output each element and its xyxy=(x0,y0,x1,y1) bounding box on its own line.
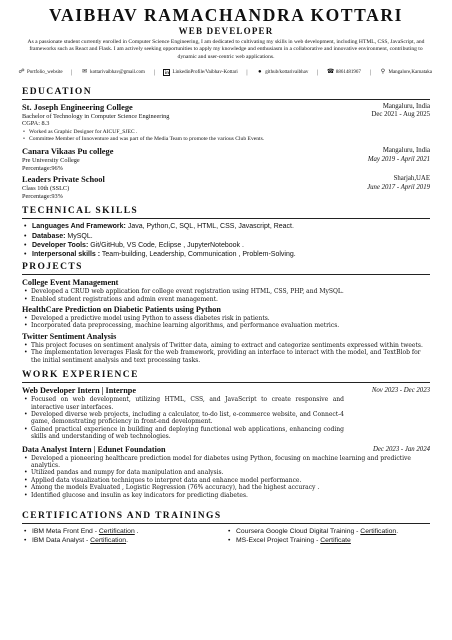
list-item: • Among the models Evaluated , Logistic Regression (76% accuracy), had the highest accuracy . xyxy=(22,484,430,491)
contact-github[interactable]: ● github/kottarivaibhav xyxy=(257,69,309,76)
list-item: • Interpersonal skills : Team-building, Leadership, Communication , Problem-Solving. xyxy=(22,250,430,259)
candidate-name: VAIBHAV RAMACHANDRA KOTTARI xyxy=(48,5,404,25)
job-title: Data Analyst Intern | Edunet Foundation xyxy=(22,444,166,454)
candidate-role: WEB DEVELOPER xyxy=(178,26,274,36)
job-header xyxy=(22,445,430,455)
certificate-link[interactable]: Certificate xyxy=(320,536,351,544)
contact-portfolio[interactable]: ☍ Portfolio_website xyxy=(18,69,63,76)
score: Percentage:96% xyxy=(22,164,63,172)
github-icon: ● xyxy=(257,69,262,76)
job-bullets xyxy=(22,396,430,440)
section-title: EDUCATION xyxy=(22,87,430,100)
section-title: TECHNICAL SKILLS xyxy=(22,206,430,219)
dates: May 2019 - April 2021 xyxy=(367,155,430,163)
education-entry xyxy=(22,103,430,128)
contact-phone[interactable]: ☎ 8861481967 xyxy=(326,69,361,76)
section-title: CERTIFICATIONS AND TRAININGS xyxy=(22,511,430,524)
education-entry xyxy=(22,147,430,172)
list-item: • Developed a predictive model using Python to assess diabetes risk in patients. xyxy=(22,315,430,322)
section-title: WORK EXPERIENCE xyxy=(22,370,430,383)
project-bullets xyxy=(22,342,430,364)
list-item: • This project focuses on sentiment analysis of Twitter data, aiming to extract and categorize sentiments expressed within tweets. xyxy=(22,342,430,349)
score: CGPA: 8.3 xyxy=(22,120,50,128)
education-bullets xyxy=(22,129,430,143)
portfolio-icon: ☍ xyxy=(18,69,25,76)
location-icon: ⚲ xyxy=(380,69,386,76)
list-item: • IBM Data Analyst - Certification. xyxy=(22,536,226,545)
contact-email[interactable]: ✉ kottarivaibhav@gmail.com xyxy=(82,69,145,76)
education-entry xyxy=(22,175,430,200)
project-title: College Event Management xyxy=(22,278,119,288)
job-header xyxy=(22,386,430,396)
contact-linkedin[interactable]: in LinkedinProfile/Vaibhav-Kottari xyxy=(164,69,238,76)
job-title: Web Developer Intern | Internpe xyxy=(22,386,136,396)
job-dates: Dec 2023 - Jan 2024 xyxy=(372,445,430,453)
list-item: • Coursera Google Cloud Digital Training - Certification. xyxy=(226,527,430,536)
list-item: • Identified glucose and insulin as key indicators for predicting diabetes. xyxy=(22,492,430,499)
education-section xyxy=(22,87,430,201)
list-item: • Developed a pioneering healthcare prediction model for diabetes using Python, focusing on machine learning and predictive analytics. xyxy=(22,455,430,470)
summary: As a passionate student currently enrolled in Computer Science Engineering, I am dedicated to cultivating my skills in web development, including HTML, CSS, JavaScript, and frameworks such as React and Flask. I am actively seeking opportunities to apply my knowledge and enthusiasm in a collaborative and innovative environment, contributing to dynamic and user-centric web applications. xyxy=(27,39,425,60)
list-item: • The implementation leverages Flask for the web framework, providing an interface to interact with the model, and TextBlob for the initial sentiment analysis and text processing tasks. xyxy=(22,349,430,364)
list-item: • Developed a CRUD web application for college event registration using HTML, CSS, PHP, and MySQL. xyxy=(22,288,430,295)
list-item: • Gained practical experience in building and deploying functional web applications, enhancing coding skills and understanding of web technologies. xyxy=(22,426,344,441)
list-item: • Languages And Framework: Java, Python,C, SQL, HTML, CSS, Javascript, React. xyxy=(22,222,430,231)
project-bullets xyxy=(22,315,430,330)
skills-list xyxy=(22,222,430,259)
list-item: • Incorporated data preprocessing, machine learning algorithms, and performance evaluation metrics. xyxy=(22,322,430,329)
phone-icon: ☎ xyxy=(326,69,335,76)
list-item: • Utilized pandas and numpy for data manipulation and analysis. xyxy=(22,469,430,476)
certifications-right xyxy=(226,527,430,545)
list-item: • Committee Member of Innoventure and was part of the Media Team to promote the various Club Events. xyxy=(22,136,430,143)
section-title: PROJECTS xyxy=(22,262,430,275)
school-name: St. Joseph Engineering College xyxy=(22,102,133,112)
location: Sharjah,UAE xyxy=(393,175,430,183)
email-icon: ✉ xyxy=(82,69,88,76)
list-item: • Developed diverse web projects, including a calculator, to-do list, e-commerce website, and Connect-4 game, demonstrating proficiency in front-end development. xyxy=(22,411,344,426)
linkedin-icon: in xyxy=(164,70,169,76)
job-bullets xyxy=(22,455,430,499)
degree: Pre University College xyxy=(22,157,80,165)
project-bullets xyxy=(22,288,430,303)
dates: Dec 2021 - Aug 2025 xyxy=(371,111,430,119)
school-name: Leaders Private School xyxy=(22,175,105,185)
certification-link[interactable]: Certification xyxy=(98,527,135,535)
list-item: • Database: MySQL. xyxy=(22,232,430,241)
project-title: Twitter Sentiment Analysis xyxy=(22,331,117,341)
certification-link[interactable]: Certification xyxy=(360,527,397,535)
job-dates: Nov 2023 - Dec 2023 xyxy=(371,387,430,395)
list-item: • Focused on web development, utilizing HTML, CSS, and JavaScript to create responsive and interactive user interfaces. xyxy=(22,396,344,411)
degree: Class 10th (SSLC) xyxy=(22,185,70,193)
location: Mangaluru, India xyxy=(382,102,430,110)
list-item: • Applied data visualization techniques to interpret data and enhance model performance. xyxy=(22,477,430,484)
project-title: HealthCare Prediction on Diabetic Patients using Python xyxy=(22,305,221,315)
skills-section xyxy=(22,206,430,259)
list-item: • IBM Meta Front End - Certification . xyxy=(22,527,226,536)
certifications-section xyxy=(22,511,430,545)
degree: Bachelor of Technology in Computer Science Engineering xyxy=(22,112,170,120)
projects-section xyxy=(22,262,430,364)
dates: June 2017 - April 2019 xyxy=(367,183,430,191)
certifications-left xyxy=(22,527,226,545)
school-name: Canara Vikaas Pu college xyxy=(22,147,114,157)
list-item: • Enabled student registrations and admin event management. xyxy=(22,296,430,303)
list-item: • Developer Tools: Git/GitHub, VS Code, Eclipse , JupyterNotebook . xyxy=(22,241,430,250)
certification-link[interactable]: Certification xyxy=(90,536,127,544)
contact-location: ⚲ Mangalore,Karnataka xyxy=(380,69,432,76)
contact-bar: ☍ Portfolio_website | ✉ kottarivaibhav@gmail.com | in LinkedinProfile/Vaibhav-Kottari | ● github/kottarivaibhav | ☎ 8861481967 | ⚲ Mangalore,Karnataka xyxy=(18,69,432,76)
list-item: • Worked as Graphic Designer for AICUF_SJEC . xyxy=(22,129,430,136)
list-item: • MS-Excel Project Training - Certificate xyxy=(226,536,430,545)
location: Mangaluru, India xyxy=(382,147,430,155)
experience-section xyxy=(22,370,430,499)
score: Percentage:93% xyxy=(22,192,63,200)
certifications-list xyxy=(22,527,430,545)
